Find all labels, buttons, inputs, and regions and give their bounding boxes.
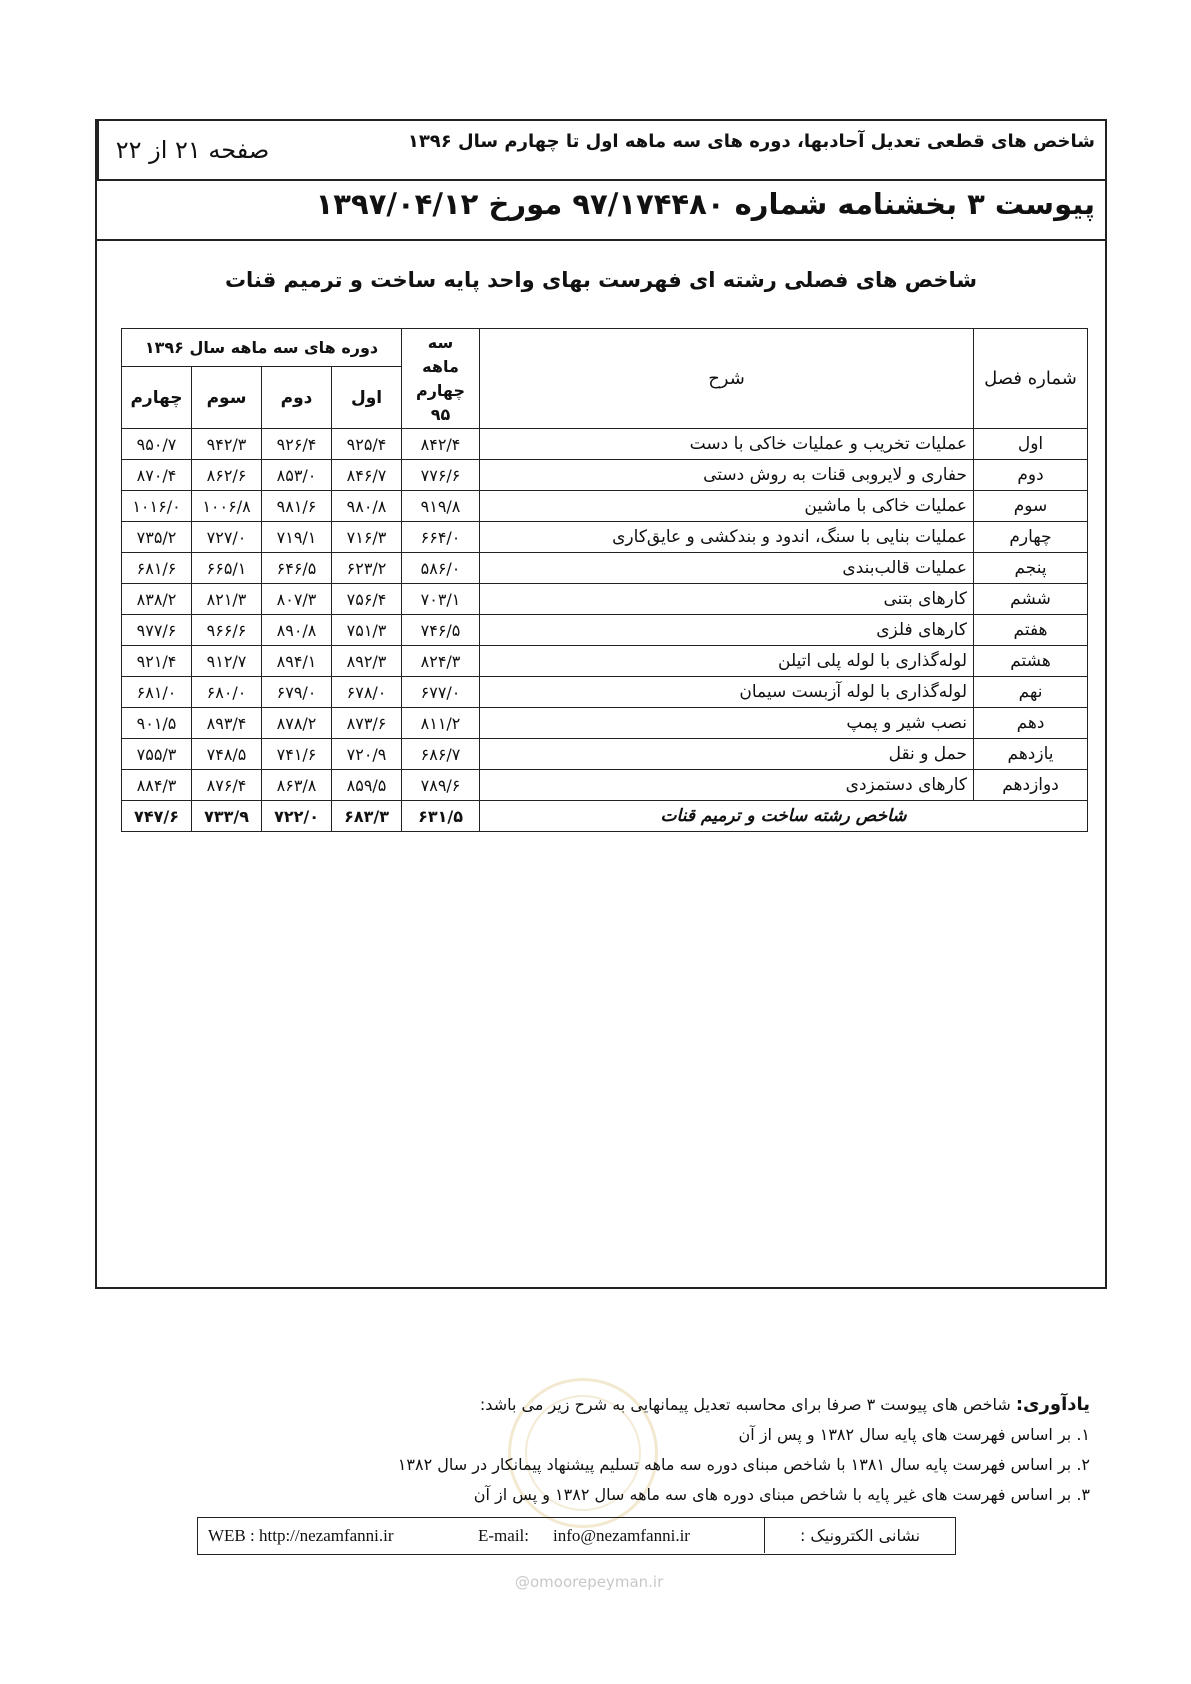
total-row bbox=[122, 801, 1088, 832]
chapter-cell: نهم bbox=[974, 677, 1088, 708]
note-item: ۳. بر اساس فهرست های غیر پایه با شاخص مبنای دوره های سه ماهه سال ۱۳۸۲ و پس از آن bbox=[473, 1485, 1090, 1504]
chapter-cell: سوم bbox=[974, 491, 1088, 522]
description-cell: لوله‌گذاری با لوله پلی اتیلن bbox=[480, 646, 974, 677]
email-link[interactable]: info@nezamfanni.ir bbox=[553, 1526, 690, 1545]
base-cell: ۷۷۶/۶ bbox=[402, 460, 480, 491]
q4-cell: ۹۲۱/۴ bbox=[122, 646, 192, 677]
description-cell: حفاری و لایروبی قنات به روش دستی bbox=[480, 460, 974, 491]
q3-cell: ۹۶۶/۶ bbox=[192, 615, 262, 646]
q2-cell: ۸۵۳/۰ bbox=[262, 460, 332, 491]
website-link[interactable]: WEB : http://nezamfanni.ir bbox=[208, 1526, 394, 1545]
total-q2-cell: ۷۲۲/۰ bbox=[262, 801, 332, 832]
table-row bbox=[122, 491, 1088, 522]
description-cell: کارهای فلزی bbox=[480, 615, 974, 646]
document-frame bbox=[95, 119, 1107, 1289]
notes-intro: شاخص های پیوست ۳ صرفا برای محاسبه تعدیل پیمانهایی به شرح زیر می باشد: bbox=[479, 1395, 1011, 1414]
q3-cell: ۷۴۸/۵ bbox=[192, 739, 262, 770]
table-row bbox=[122, 429, 1088, 460]
q2-cell: ۶۴۶/۵ bbox=[262, 553, 332, 584]
q4-cell: ۸۷۰/۴ bbox=[122, 460, 192, 491]
q1-cell: ۶۲۳/۲ bbox=[332, 553, 402, 584]
q2-cell: ۶۷۹/۰ bbox=[262, 677, 332, 708]
q3-cell: ۸۹۳/۴ bbox=[192, 708, 262, 739]
email-label: E-mail: bbox=[478, 1526, 529, 1545]
description-cell: نصب شیر و پمپ bbox=[480, 708, 974, 739]
q3-cell: ۸۲۱/۳ bbox=[192, 584, 262, 615]
table-title: شاخص های فصلی رشته ای فهرست بهای واحد پایه ساخت و ترمیم قنات bbox=[224, 268, 978, 292]
q4-cell: ۹۰۱/۵ bbox=[122, 708, 192, 739]
attachment-title: پیوست ۳ بخشنامه شماره ۹۷/۱۷۴۴۸۰ مورخ ۱۳۹۷/۰۴/۱۲ bbox=[315, 187, 1095, 221]
table-row bbox=[122, 770, 1088, 801]
q2-cell: ۸۰۷/۳ bbox=[262, 584, 332, 615]
table-row bbox=[122, 646, 1088, 677]
header-base-quarter: سه ماهه چهارم ۹۵ bbox=[402, 329, 480, 429]
table-row bbox=[122, 615, 1088, 646]
contact-box bbox=[197, 1517, 956, 1555]
q4-cell: ۷۵۵/۳ bbox=[122, 739, 192, 770]
table-row bbox=[122, 460, 1088, 491]
description-cell: عملیات تخریب و عملیات خاکی با دست bbox=[480, 429, 974, 460]
q1-cell: ۷۵۱/۳ bbox=[332, 615, 402, 646]
q1-cell: ۹۸۰/۸ bbox=[332, 491, 402, 522]
total-label: شاخص رشته ساخت و ترمیم قنات bbox=[480, 801, 1088, 832]
chapter-cell: دوازدهم bbox=[974, 770, 1088, 801]
q4-cell: ۱۰۱۶/۰ bbox=[122, 491, 192, 522]
q4-cell: ۸۸۴/۳ bbox=[122, 770, 192, 801]
description-cell: حمل و نقل bbox=[480, 739, 974, 770]
header-q4: چهارم bbox=[122, 367, 192, 429]
total-base-cell: ۶۳۱/۵ bbox=[402, 801, 480, 832]
base-cell: ۸۱۱/۲ bbox=[402, 708, 480, 739]
q1-cell: ۸۴۶/۷ bbox=[332, 460, 402, 491]
table-row bbox=[122, 553, 1088, 584]
q2-cell: ۸۹۰/۸ bbox=[262, 615, 332, 646]
q3-cell: ۸۶۲/۶ bbox=[192, 460, 262, 491]
q1-cell: ۷۵۶/۴ bbox=[332, 584, 402, 615]
attachment-row bbox=[97, 181, 1105, 241]
index-table bbox=[121, 328, 1088, 832]
chapter-cell: هشتم bbox=[974, 646, 1088, 677]
q2-cell: ۸۷۸/۲ bbox=[262, 708, 332, 739]
note-item: ۱. بر اساس فهرست های پایه سال ۱۳۸۲ و پس از آن bbox=[738, 1425, 1090, 1444]
base-cell: ۹۱۹/۸ bbox=[402, 491, 480, 522]
base-cell: ۶۸۶/۷ bbox=[402, 739, 480, 770]
base-cell: ۶۷۷/۰ bbox=[402, 677, 480, 708]
header-description: شرح bbox=[480, 329, 974, 429]
description-cell: عملیات خاکی با ماشین bbox=[480, 491, 974, 522]
q1-cell: ۷۲۰/۹ bbox=[332, 739, 402, 770]
note-item: ۲. بر اساس فهرست پایه سال ۱۳۸۱ با شاخص مبنای دوره سه ماهه تسلیم پیشنهاد پیمانکار در سال ۱۳۸۲ bbox=[397, 1455, 1090, 1474]
table-row bbox=[122, 708, 1088, 739]
document-title: شاخص های قطعی تعدیل آحادبها، دوره های سه ماهه اول تا چهارم سال ۱۳۹۶ bbox=[407, 131, 1095, 152]
base-cell: ۸۴۲/۴ bbox=[402, 429, 480, 460]
base-cell: ۷۴۶/۵ bbox=[402, 615, 480, 646]
watermark-text: @omoorepeyman.ir bbox=[515, 1573, 664, 1591]
total-q1-cell: ۶۸۳/۳ bbox=[332, 801, 402, 832]
description-cell: لوله‌گذاری با لوله آزبست سیمان bbox=[480, 677, 974, 708]
chapter-cell: اول bbox=[974, 429, 1088, 460]
q4-cell: ۷۳۵/۲ bbox=[122, 522, 192, 553]
q2-cell: ۹۲۶/۴ bbox=[262, 429, 332, 460]
header-q1: اول bbox=[332, 367, 402, 429]
q3-cell: ۶۸۰/۰ bbox=[192, 677, 262, 708]
chapter-cell: پنجم bbox=[974, 553, 1088, 584]
q1-cell: ۸۹۲/۳ bbox=[332, 646, 402, 677]
q2-cell: ۸۶۳/۸ bbox=[262, 770, 332, 801]
q1-cell: ۹۲۵/۴ bbox=[332, 429, 402, 460]
q4-cell: ۹۷۷/۶ bbox=[122, 615, 192, 646]
description-cell: عملیات بنایی با سنگ، اندود و بندکشی و عایق‌کاری bbox=[480, 522, 974, 553]
notes-title: یادآوری: bbox=[1015, 1394, 1090, 1415]
chapter-cell: هفتم bbox=[974, 615, 1088, 646]
base-cell: ۶۶۴/۰ bbox=[402, 522, 480, 553]
table-row bbox=[122, 739, 1088, 770]
chapter-cell: چهارم bbox=[974, 522, 1088, 553]
q4-cell: ۶۸۱/۰ bbox=[122, 677, 192, 708]
q3-cell: ۹۴۲/۳ bbox=[192, 429, 262, 460]
q3-cell: ۸۷۶/۴ bbox=[192, 770, 262, 801]
q4-cell: ۹۵۰/۷ bbox=[122, 429, 192, 460]
q1-cell: ۶۷۸/۰ bbox=[332, 677, 402, 708]
q4-cell: ۶۸۱/۶ bbox=[122, 553, 192, 584]
base-cell: ۷۰۳/۱ bbox=[402, 584, 480, 615]
q3-cell: ۷۲۷/۰ bbox=[192, 522, 262, 553]
q2-cell: ۹۸۱/۶ bbox=[262, 491, 332, 522]
header-chapter-no: شماره فصل bbox=[974, 329, 1088, 429]
description-cell: کارهای دستمزدی bbox=[480, 770, 974, 801]
base-cell: ۵۸۶/۰ bbox=[402, 553, 480, 584]
header-row bbox=[97, 121, 1105, 181]
header-q3: سوم bbox=[192, 367, 262, 429]
header-quarter-group: دوره های سه ماهه سال ۱۳۹۶ bbox=[122, 329, 402, 367]
q2-cell: ۷۴۱/۶ bbox=[262, 739, 332, 770]
q1-cell: ۷۱۶/۳ bbox=[332, 522, 402, 553]
q1-cell: ۸۷۳/۶ bbox=[332, 708, 402, 739]
total-q4-cell: ۷۴۷/۶ bbox=[122, 801, 192, 832]
q3-cell: ۹۱۲/۷ bbox=[192, 646, 262, 677]
header-q2: دوم bbox=[262, 367, 332, 429]
q2-cell: ۸۹۴/۱ bbox=[262, 646, 332, 677]
chapter-cell: دهم bbox=[974, 708, 1088, 739]
q1-cell: ۸۵۹/۵ bbox=[332, 770, 402, 801]
table-row bbox=[122, 584, 1088, 615]
total-q3-cell: ۷۳۳/۹ bbox=[192, 801, 262, 832]
q4-cell: ۸۳۸/۲ bbox=[122, 584, 192, 615]
notes-intro-line bbox=[398, 1390, 1090, 1420]
description-cell: کارهای بتنی bbox=[480, 584, 974, 615]
page-number: صفحه ۲۱ از ۲۲ bbox=[97, 121, 286, 179]
table-row bbox=[122, 677, 1088, 708]
q2-cell: ۷۱۹/۱ bbox=[262, 522, 332, 553]
table-row bbox=[122, 522, 1088, 553]
notes-section bbox=[398, 1390, 1090, 1510]
contact-label: نشانی الکترونیک : bbox=[764, 1518, 955, 1553]
description-cell: عملیات قالب‌بندی bbox=[480, 553, 974, 584]
base-cell: ۷۸۹/۶ bbox=[402, 770, 480, 801]
chapter-cell: ششم bbox=[974, 584, 1088, 615]
q3-cell: ۱۰۰۶/۸ bbox=[192, 491, 262, 522]
chapter-cell: یازدهم bbox=[974, 739, 1088, 770]
base-cell: ۸۲۴/۳ bbox=[402, 646, 480, 677]
chapter-cell: دوم bbox=[974, 460, 1088, 491]
q3-cell: ۶۶۵/۱ bbox=[192, 553, 262, 584]
